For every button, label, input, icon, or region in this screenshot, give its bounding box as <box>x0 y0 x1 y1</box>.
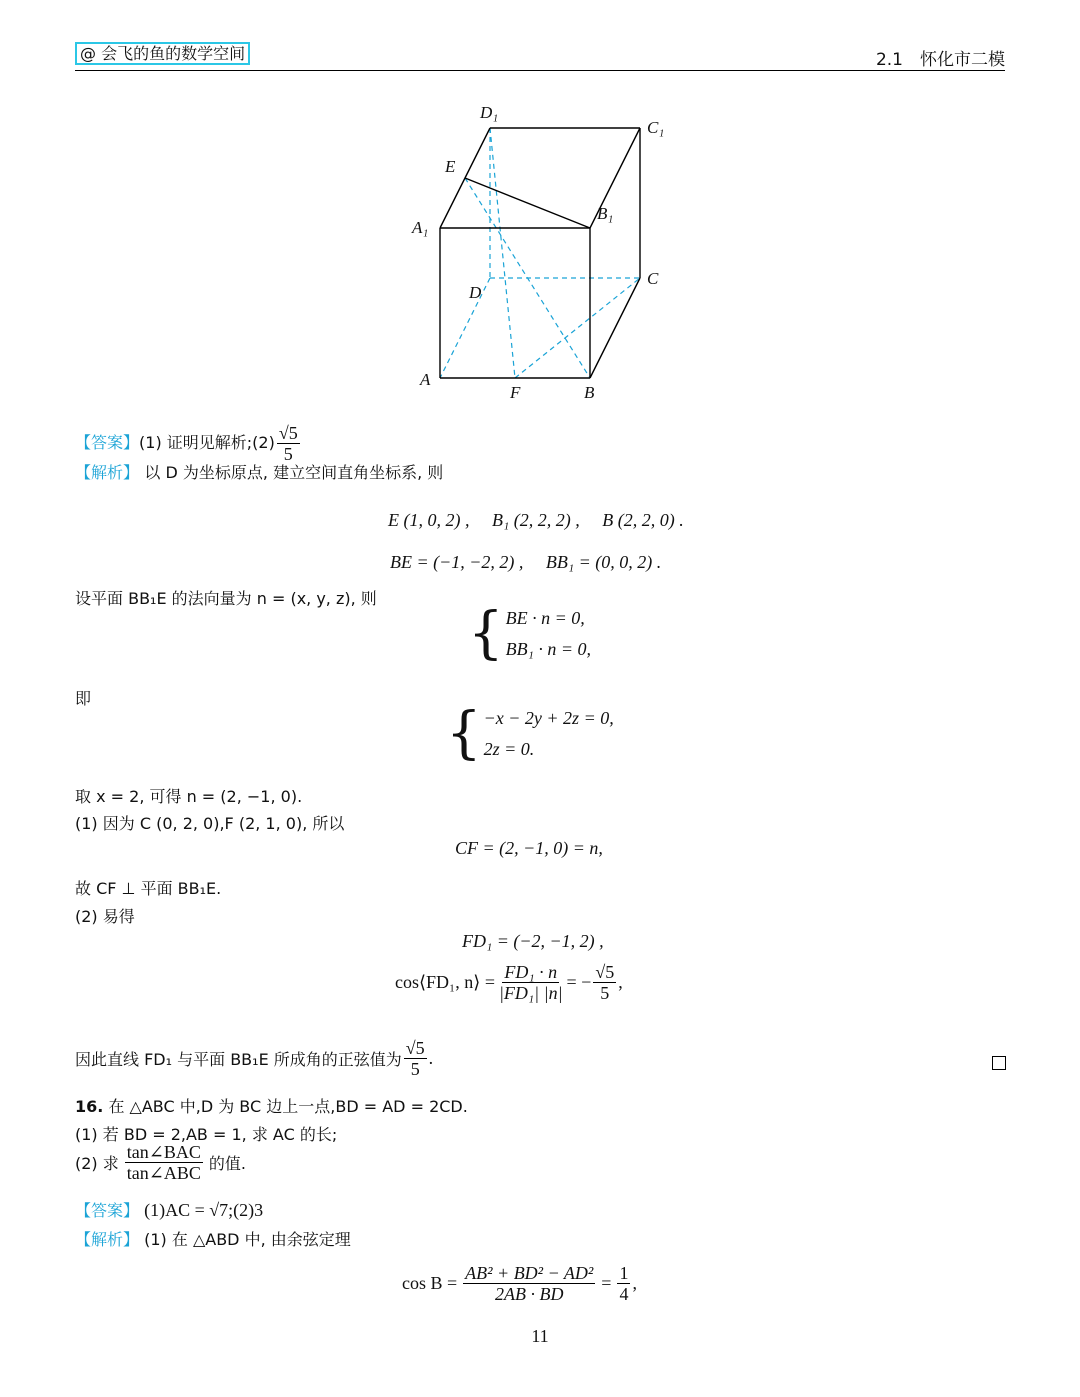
label-C: C <box>647 269 659 288</box>
cf-equation: CF = (2, −1, 0) = n, <box>455 838 603 858</box>
page-number: 11 <box>531 1326 549 1346</box>
header-rule <box>75 70 1005 71</box>
q16-answer: 【答案】 (1)AC = √7;(2)3 <box>75 1200 264 1220</box>
system-1 <box>468 601 592 666</box>
system-2 <box>446 701 614 766</box>
answer-tag: 【答案】 <box>75 433 140 452</box>
final-fraction: $\frac{√5}{5}$ <box>405 1038 425 1079</box>
system-2-line-2: 2z = 0. <box>483 739 535 759</box>
cos-rhs: = − <box>566 972 592 992</box>
header-source[interactable] <box>75 44 250 64</box>
segment-EB1 <box>465 178 590 228</box>
cosB-result: $\frac{1}{4}$ <box>619 1263 629 1304</box>
cosB-fraction: $\frac{\text{AB² + BD² − AD²}}{2AB \cdot BD}$ <box>465 1263 594 1304</box>
part2-intro: (2) 易得 <box>75 907 135 926</box>
segment-CF <box>515 278 640 378</box>
label-F: F <box>510 383 521 402</box>
analysis-tag: 【解析】 <box>75 463 140 482</box>
ji-text: 即 <box>75 689 92 708</box>
final-text: 因此直线 FD₁ 与平面 BB₁E 所成角的正弦值为 <box>75 1050 402 1069</box>
label-A1: A₁ <box>412 218 429 237</box>
part1-intro: (1) 因为 C (0, 2, 0),F (2, 1, 0), 所以 <box>75 814 345 833</box>
answer-text: (1) 证明见解析;(2) <box>139 433 275 452</box>
edge-CB <box>590 278 640 378</box>
system-1-line-2: BB₁ · n = 0, <box>505 639 592 659</box>
label-A: A <box>420 370 431 389</box>
q15-answer <box>75 420 302 466</box>
q16-stem-text: 在 △ABC 中,D 为 BC 边上一点,BD = AD = 2CD. <box>108 1097 468 1116</box>
conclusion-1: 故 CF ⊥ 平面 BB₁E. <box>75 879 222 898</box>
system-1-line-1: BE · n = 0, <box>505 608 585 628</box>
qed-box <box>992 1056 1006 1070</box>
cosB-equation: cos B = $\frac{\text{AB² + BD² − AD²}}{2AB \cdot BD}$ = $\frac{1}{4}$ , <box>402 1263 637 1304</box>
label-D: D <box>469 283 482 302</box>
header-section: 2.1 怀化市二模 <box>875 50 1005 70</box>
q16-part1: (1) 若 BD = 2,AB = 1, 求 AC 的长; <box>75 1125 338 1144</box>
segment-FD1 <box>490 128 515 378</box>
label-B: B <box>584 383 595 402</box>
coords-line: E (1, 0, 2) , B₁ (2, 2, 2) , B (2, 2, 0) . <box>388 510 684 530</box>
brace-2: { <box>446 701 482 766</box>
answer-fraction: $\frac{√5}{5}$ <box>278 422 298 464</box>
brace-1: { <box>468 601 504 666</box>
q16-part2: (2) 求 $\frac{\text{tan∠BAC}}{\text{tan∠ABC}}$ 的值. <box>75 1142 246 1183</box>
final-sentence: 因此直线 FD₁ 与平面 BB₁E 所成角的正弦值为 $\frac{√5}{5}$ . <box>75 1038 434 1079</box>
cos-fraction: $\frac{\text{FD₁ · n}}{\text{|FD₁| |n|}}$ <box>498 962 563 1003</box>
q16-part2-fraction: $\frac{\text{tan∠BAC}}{\text{tan∠ABC}}$ <box>126 1142 201 1183</box>
cube-figure <box>400 95 690 410</box>
normal-intro: 设平面 BB₁E 的法向量为 n = (x, y, z), 则 <box>75 589 377 608</box>
take-line: 取 x = 2, 可得 n = (2, −1, 0). <box>75 787 303 806</box>
q16-analysis: 【解析】 (1) 在 △ABD 中, 由余弦定理 <box>75 1230 351 1249</box>
cos-lhs: cos⟨FD₁, n⟩ = <box>395 972 495 992</box>
q15-analysis <box>75 462 443 484</box>
analysis-text: 以 D 为坐标原点, 建立空间直角坐标系, 则 <box>144 463 444 482</box>
label-C1: C₁ <box>647 118 665 137</box>
label-E: E <box>445 157 456 176</box>
vectors-line: BE = (−1, −2, 2) , BB₁ = (0, 0, 2) . <box>390 552 662 572</box>
q16-number: 16. <box>75 1097 104 1116</box>
fd1-equation: FD₁ = (−2, −1, 2) , <box>462 931 604 951</box>
cos-equation: cos⟨FD₁, n⟩ = $\frac{\text{FD₁ · n}}{\text{|FD₁| |n|}}$ = − $\frac{√5}{5}$ , <box>395 962 623 1003</box>
header-source-label[interactable]: @ 会飞的鱼的数学空间 <box>75 42 250 65</box>
cos-rhs-fraction: $\frac{√5}{5}$ <box>595 962 615 1003</box>
edge-DA <box>440 278 490 378</box>
system-2-line-1: −x − 2y + 2z = 0, <box>483 708 614 728</box>
q16-stem <box>75 1094 468 1117</box>
label-D1: D₁ <box>480 103 499 122</box>
label-B1: B₁ <box>597 204 614 223</box>
